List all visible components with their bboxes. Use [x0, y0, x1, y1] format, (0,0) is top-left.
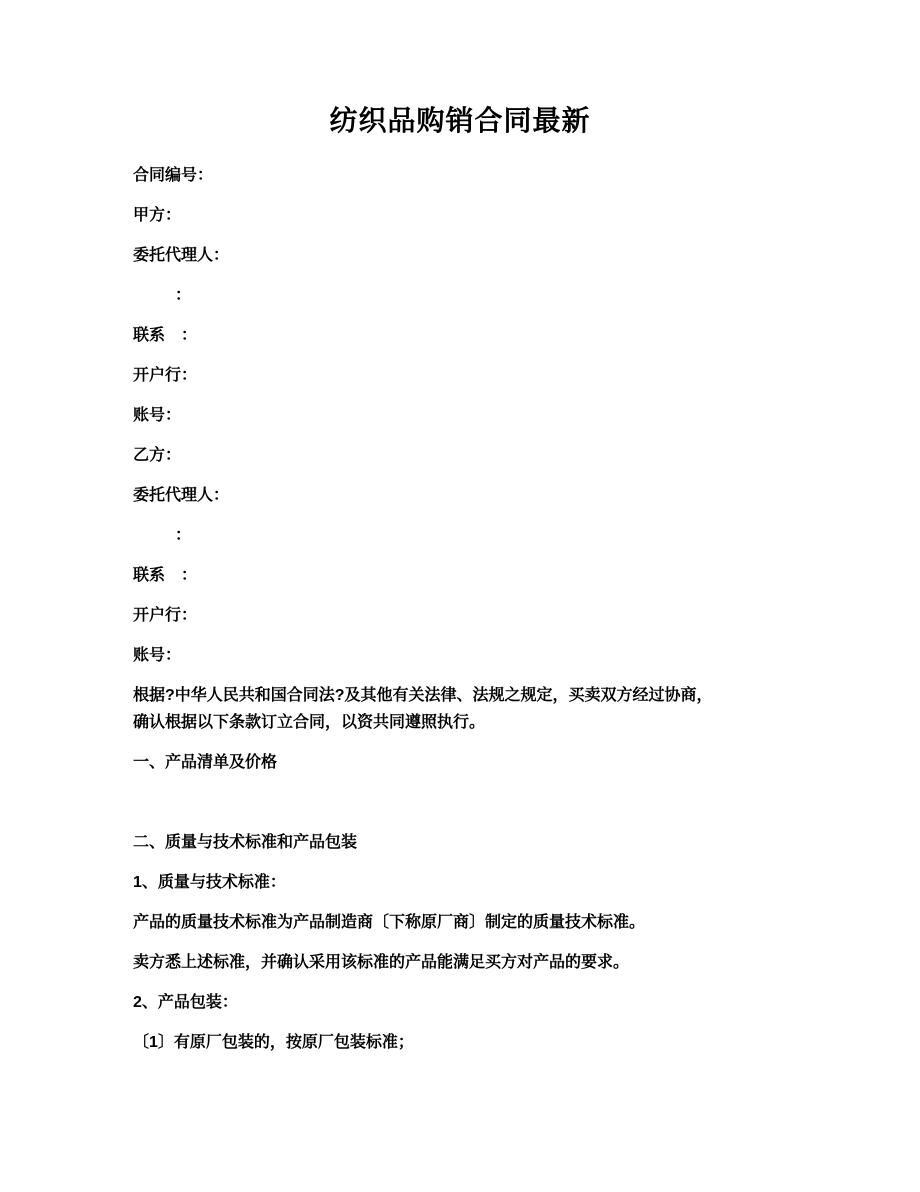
party-b-account-label: 账号： — [133, 647, 182, 664]
contract-number-label: 合同编号： — [133, 167, 214, 184]
party-b-agent-label: 委托代理人： — [133, 487, 230, 504]
party-a-bank-label: 开户行： — [133, 367, 198, 384]
clause-2-1-paragraph-1: 产品的质量技术标准为产品制造商〔下称原厂商〕制定的质量技术标准。 — [133, 914, 646, 931]
party-a-agent-blank-line: ： — [175, 287, 192, 304]
party-b-label: 乙方： — [133, 447, 182, 464]
section-2-heading: 二、质量与技术标准和产品包装 — [133, 834, 358, 851]
document-title: 纺织品购销合同最新 — [329, 105, 591, 136]
party-b-agent-blank-line: ： — [175, 527, 192, 544]
preamble-paragraph: 根据?中华人民共和国合同法?及其他有关法律、法规之规定，买卖双方经过协商，确认根据以下条款订立合同，以资共同遵照执行。 — [133, 687, 713, 731]
party-a-agent-label: 委托代理人： — [133, 247, 230, 264]
party-b-bank-label: 开户行： — [133, 607, 198, 624]
clause-2-1-paragraph-2: 卖方悉上述标准，并确认采用该标准的产品能满足买方对产品的要求。 — [133, 954, 630, 971]
party-a-label: 甲方： — [133, 207, 182, 224]
section-1-heading: 一、产品清单及价格 — [133, 754, 278, 771]
party-a-account-label: 账号： — [133, 407, 182, 424]
clause-2-2-heading: 2、产品包装： — [133, 994, 238, 1011]
party-a-contact-label: 联系 ： — [133, 327, 198, 344]
product-table-placeholder — [133, 789, 787, 816]
party-b-contact-label: 联系 ： — [133, 567, 198, 584]
clause-2-1-heading: 1、质量与技术标准： — [133, 874, 286, 891]
clause-2-2-item-1: 〔1〕有原厂包装的，按原厂包装标准； — [133, 1034, 414, 1051]
